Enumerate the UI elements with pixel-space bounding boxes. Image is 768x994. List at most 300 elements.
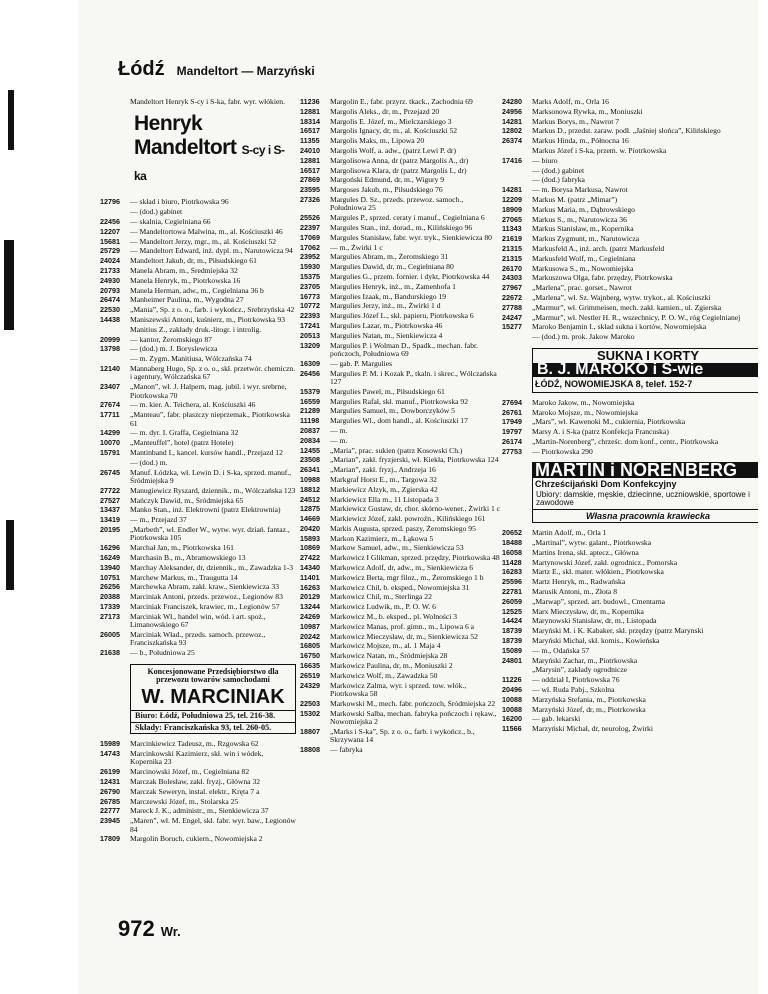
phone-number: 16635 [300,661,320,671]
phone-number: 15681 [100,236,120,246]
phone-number: 11355 [300,136,320,146]
entry-text: „Marlena”, prac. gorset., Nawrot [532,284,632,293]
phone-number: 24010 [300,145,320,155]
entry-text: — (dod.) fabryka [532,176,585,185]
phone-number: 26374 [502,136,522,146]
directory-entry [300,672,500,680]
entry-text: Margulies Abram, m., Żeromskiego 31 [330,253,449,262]
ad-martin-desc: Ubiory: damskie, męskie, dziecinne, uczniowskie, sportowe i zawodowe [536,489,750,508]
directory-entry [502,255,764,263]
directory-entry [502,676,764,684]
directory-entry [300,388,500,396]
entry-text: Margulies G., przem. fornier. i dykt, Piotrkowska 44 [330,272,490,281]
entry-text: Mantinband I., kancel. kursów handl., Przejazd 12 [130,448,283,457]
phone-number: 16517 [300,126,320,136]
phone-number: 24801 [502,655,522,665]
directory-entry [300,544,500,552]
directory-entry [300,476,500,484]
entry-text: — m., Odańska 57 [532,646,590,655]
directory-entry [502,216,764,224]
directory-entry [300,186,500,194]
phone-number: 11198 [300,416,320,426]
phone-number: 26790 [100,786,120,796]
phone-number: 14340 [300,563,320,573]
directory-entry [502,245,764,253]
directory-entry [100,365,296,382]
phone-number: 12796 [100,197,120,207]
directory-entry [300,496,500,504]
entry-text: Markowicz Paulina, dr, m., Moniuszki 2 [330,662,453,671]
directory-entry [502,323,764,331]
directory-entry [300,370,500,387]
entry-text: Maniszewski Antoni, kuśnierz, m., Piotrkowska 93 [130,315,286,324]
phone-number: 21315 [502,243,522,253]
entry-text: — wł. Ruda Pabj., Szkolna [532,685,615,694]
phone-number [100,355,130,363]
directory-entry [502,137,764,145]
entry-text: Marczewski Józef, m., Stolarska 25 [130,797,239,806]
entry-text: Manela Henryk, m., Piotrkowska 16 [130,276,241,285]
entry-text: Marchasin B., m., Abramowskiego 13 [130,553,246,562]
phone-number: 11566 [502,724,522,734]
phone-number: 23945 [100,816,120,826]
phone-number: 20837 [300,425,320,435]
ad-maroko-title: SUKNA I KORTY [596,347,700,363]
ad-marciniak-title: Koncesjonowane Przedsiębiorstwo dla przewozu towarów samochodami [147,666,279,684]
entry-text: — m. Zygm. Manitiusa, Wólczańska 74 [130,355,252,364]
directory-entry [100,326,296,334]
ad-marciniak-warehouse: Składy: Franciszkańska 93, tel. 260-05. [131,722,295,733]
directory-entry [100,316,296,324]
entry-text: Margules Stanisław, fabr. wyr. tryk., Sienkiewicza 80 [330,233,492,242]
phone-number: 10772 [300,301,320,311]
phone-number: 23407 [100,382,120,392]
directory-entry [502,399,764,407]
entry-text: Markus Zygmunt, m., Narutowicza [532,235,640,244]
phone-number: 17949 [502,417,522,427]
entry-text: Markus Borys, m., Nawrot 7 [532,117,620,126]
directory-entry [100,544,296,552]
directory-entry [502,578,764,586]
directory-entry [502,588,764,596]
phone-number: 14281 [502,185,522,195]
phone-number: 18314 [300,116,320,126]
entry-text: — kantor, Żeromskiego 87 [130,335,212,344]
entry-text: Markiewicz Ella m., 11 Listopada 3 [330,495,439,504]
phone-number: 22397 [300,222,320,232]
entry-text: Markiewicz Alzyk, m., Zgierska 42 [330,485,438,494]
directory-entry [502,127,764,135]
ad-marciniak-name: W. MARCINIAK [141,686,285,709]
entry-text: — biuro [532,156,558,165]
directory-entry [100,98,296,106]
directory-entry [300,427,500,435]
entry-text: Maryński M. i K. Kabaker, skł. przędzy (patrz Marynski [532,627,704,636]
phone-number: 22393 [300,311,320,321]
phone-number: 13209 [300,340,320,350]
phone-number: 27527 [100,495,120,505]
phone-number: 10088 [502,694,522,704]
directory-entry [100,449,296,457]
entry-text: Manko Stan., inż. Elektrowni (patrz Elektrownia) [130,506,281,515]
phone-number: 12455 [300,445,320,455]
entry-text: „Manteau”, fabr. płaszczy nieprzemak., Piotrkowska 61 [130,411,290,428]
directory-entry [100,835,296,843]
phone-number: 24247 [502,312,522,322]
entry-text: Margulies Henryk, inż., m., Zamenhofa 1 [330,282,456,291]
phone-number: 10987 [300,621,320,631]
entry-text: — (dod.) m. [130,458,168,467]
phone-number: 26785 [100,796,120,806]
entry-text: Marchewka Abram, zakł. kraw., Sienkiewicza 33 [130,583,280,592]
phone-number: 15989 [100,739,120,749]
phone-number: 27722 [100,485,120,495]
directory-entry [300,322,500,330]
entry-text: Margolis Maks, m., Lipowa 20 [330,137,425,146]
directory-entry [300,147,500,155]
directory-entry [502,598,764,606]
directory-entry [300,127,500,135]
phone-number [502,167,532,175]
entry-text: — b., Południowa 25 [130,649,195,658]
entry-text: Margules D. Sz., przeds. przewoz. samoch., Południowa 25 [330,195,464,213]
entry-text: Margolis Ignacy, dr, m., al. Kościuszki 52 [330,127,458,136]
entry-text: Margulies Rafał, skł. manuf., Piotrkowska 92 [330,397,469,406]
directory-entry [300,244,500,252]
entry-text: Markiewicz Józef, zakł. powroźn., Kilińskiego 161 [330,515,486,524]
directory-entry [300,157,500,165]
entry-text: Markowicz Manas, prof. gimn., m., Lipowa 6 a [330,622,475,631]
phone-number: 22530 [100,305,120,315]
entry-text: Markuszowa Olga, fabr. przędzy, Piotrkowska [532,274,673,283]
phone-number [100,98,130,106]
directory-entry [100,383,296,400]
phone-number: 21315 [502,253,522,263]
phone-number: 14424 [502,616,522,626]
entry-text: Margules Stan., inż. dorad., m., Kilińskiego 96 [330,223,473,232]
directory-entry [502,118,764,126]
entry-text: Margulies P. M. i Kozak P., tkaln. i skrec., Wólczańska 127 [330,369,497,386]
entry-text: Margulies Samuel, m., Dowborczyków 5 [330,407,455,416]
phone-number: 10088 [502,704,522,714]
directory-entry [100,583,296,591]
directory-entry [502,186,764,194]
phone-number: 22781 [502,586,522,596]
header-city: Łódź [118,58,165,80]
directory-entry [502,304,764,312]
directory-entry [300,118,500,126]
page-number: 972 [118,916,155,941]
phone-number: 20388 [100,592,120,602]
directory-entry [300,263,500,271]
phone-number: 17711 [100,410,120,420]
directory-entry [300,505,500,513]
phone-number: 11428 [502,557,522,567]
entry-text: Margulies Natan, m., Sienkiewicza 4 [330,331,443,340]
entry-text: „Manteuffel”, hotel (patrz Hotele) [130,439,234,448]
phone-number: 20420 [300,523,320,533]
ad-maroko [532,348,764,393]
phone-number: 27422 [300,553,320,563]
directory-entry [502,686,764,694]
directory-entry [100,411,296,428]
phone-number: 12881 [300,106,320,116]
directory-entry [300,234,500,242]
directory-entry [100,516,296,524]
ad-maroko-name: B. J. MAROKO i S-wie [533,363,763,377]
entry-text: — oddział I, Piotrkowska 76 [532,676,620,685]
phone-number: 15302 [300,708,320,718]
entry-text: „Martin-Norenberg”, chrześc. dom konf., centr., Piotrkowska [532,437,719,446]
ad-martin-name: MARTIN i NORENBERG [533,463,763,477]
directory-entry [502,438,764,446]
directory-entry [100,807,296,815]
column-2 [300,98,500,756]
directory-entry [300,486,500,494]
directory-entry [300,642,500,650]
directory-entry [100,198,296,206]
directory-entry [502,409,764,417]
column-1 [100,98,296,845]
entry-text: Martynowski Józef, zakł. ogrodnicz., Pomorska [532,558,678,567]
phone-number: 15791 [100,447,120,457]
directory-entry [300,574,500,582]
entry-text: „Marmur”, wł. Nestler H. R., wszechnicy, P. O. W., róg Cegielnianej [532,313,741,322]
entry-text: Marynowski Stanisław, dr, m., Listopada [532,617,657,626]
directory-entry [502,167,764,175]
directory-entry [502,147,764,155]
phone-number: 15930 [300,262,320,272]
directory-entry [300,253,500,261]
entry-text: Margulies Dawid, dr, m., Cegielniana 80 [330,263,454,272]
directory-entry [100,401,296,409]
phone-number: 26256 [100,582,120,592]
phone-number: 15277 [502,322,522,332]
directory-entry [300,214,500,222]
phone-number: 20195 [100,524,120,534]
phone-number: 13419 [100,515,120,525]
entry-text: Marciniak Antoni, przeds. przewoz., Legionów 83 [130,593,283,602]
phone-number: 14281 [502,116,522,126]
directory-entry [300,447,500,455]
entry-text: Markowski M., mech. fabr. pończoch, Śródmiejska 22 [330,699,496,708]
phone-number: 22503 [300,698,320,708]
phone-number: 16750 [300,651,320,661]
entry-text: Margulies Wl., dom handl., al. Kościuszki 17 [330,417,468,426]
directory-entry [100,439,296,447]
directory-entry [300,437,500,445]
entry-text: — fabryka [330,746,363,755]
directory-entry [100,631,296,648]
phone-number: 18488 [502,537,522,547]
entry-text: Marx Mieczysław, dr, m., Kopernika [532,607,644,616]
entry-text: Markowicz M., b. eksped., pl. Wolności 3 [330,613,458,622]
phone-number: 18807 [300,726,320,736]
phone-number: 12881 [300,155,320,165]
directory-entry [502,539,764,547]
phone-number: 17069 [300,232,320,242]
directory-entry [300,273,500,281]
phone-number: 24329 [300,680,320,690]
phone-number: 27173 [100,611,120,621]
directory-entry [502,725,764,733]
directory-entry [100,649,296,657]
entry-text: Maroko Mojsze, m., Nowomiejska [532,408,638,417]
phone-number: 23952 [300,252,320,262]
directory-entry [502,706,764,714]
entry-text: — m. [330,436,348,445]
entry-text: Markus Hinda, m., Północna 16 [532,137,629,146]
entry-text: Manugiewicz Ryszard, dziennik., m., Wólczańska 123 [130,486,296,495]
phone-number: 16309 [300,358,320,368]
entry-text: Mańczyk Dawid, m., Śródmiejska 65 [130,496,244,505]
directory-entry [300,342,500,359]
entry-text: „Mania”, Sp. z o. o., farb. i wykończ., Srebrzyńska 42 [130,306,295,315]
directory-entry [100,459,296,467]
directory-entry [100,487,296,495]
entry-text: Markon Kazimierz, m., Łąkowa 5 [330,534,434,543]
entry-text: — Piotrkowska 290 [532,447,593,456]
directory-entry [100,788,296,796]
phone-number [100,459,130,467]
phone-number: 16773 [300,291,320,301]
phone-number: 16517 [300,165,320,175]
phone-number: 12140 [100,363,120,373]
phone-number: 16249 [100,552,120,562]
phone-number: 12802 [502,126,522,136]
directory-entry [502,559,764,567]
phone-number: 20999 [100,334,120,344]
directory-entry [100,740,296,748]
column-3 [502,98,764,735]
phone-number [502,147,532,155]
phone-number: 26761 [502,407,522,417]
directory-entry [502,696,764,704]
directory-entry [300,293,500,301]
phone-number: 10751 [100,572,120,582]
phone-number: 13244 [300,602,320,612]
entry-text: „Marlena”, wł. Sz. Wajnberg, wytw. trykot., al. Kościuszki [532,293,711,302]
directory-entry [502,428,764,436]
entry-text: Markus D., przedst. zaraw. podł. „Jaśniej słońca”, Kilińskiego [532,127,721,136]
entry-text: „Marmur”, wł. Grimmeisen, mech. zakł. kamien., ul. Zgierska [532,303,722,312]
directory-entry [502,284,764,292]
phone-number: 24269 [300,612,320,622]
phone-number: 16559 [300,396,320,406]
phone-number [100,208,130,216]
ad-martin-workshop: Własna pracownia krawiecka [533,509,763,522]
directory-entry [100,469,296,486]
entry-text: Margulies P. i Wolman D., Spadk., mechan. fabr. pończoch, Południowa 69 [330,341,479,358]
ad-maroko-address: ŁÓDŹ, NOWOMIEJSKA 8, telef. 152-7 [535,379,693,390]
entry-text: — gab. lekarski [532,715,581,724]
directory-entry [300,302,500,310]
entry-text: Marusik Antoni, m., Złota 8 [532,587,618,596]
entry-text: „Marysin”, zakłady ogrodnicze [532,666,628,675]
phone-number: 22456 [100,217,120,226]
directory-entry [100,574,296,582]
directory-entry [300,700,500,708]
phone-number: 11401 [300,572,320,582]
entry-text: Marcinkowski Kazimierz, skł. win i wódek, Kopernika 23 [130,749,264,767]
phone-number: 27869 [300,175,320,185]
entry-text: Marchew Markus, m., Traugutta 14 [130,573,238,582]
entry-text: Martz E., skł. mater. włókien., Piotrkowska [532,568,664,577]
directory-entry [100,798,296,806]
phone-number: 27065 [502,214,522,224]
entry-text: Manheimer Paulina, m., Wygodna 27 [130,296,244,305]
directory-entry [100,554,296,562]
entry-text: — (dod.) gabinet [130,208,183,217]
directory-entry [300,137,500,145]
phone-number [502,176,532,184]
phone-number: 21733 [100,265,120,275]
phone-number: 27753 [502,446,522,456]
entry-text: Markusfeld A., inż. arch. (patrz Markusfeld [532,244,665,253]
entry-text: — m. Borysa Markusa, Nawrot [532,186,628,195]
phone-number: 17339 [100,601,120,611]
entry-text: Marzyński Józef, dr, m., Piotrkowska [532,705,646,714]
entry-text: Markus S., m., Narutowicza 36 [532,215,627,224]
phone-number: 20129 [300,592,320,602]
entry-text: Mareck J. K., administr., m., Sienkiewicza 37 [130,807,269,816]
entry-text: „Maria”, prac. sukien (patrz Kosowski Ch.) [330,446,463,455]
phone-number: 26059 [502,596,522,606]
directory-entry [100,778,296,786]
directory-entry [300,196,500,213]
entry-text: Marcinowski Józef, m., Cegielniana 82 [130,768,250,777]
phone-number: 19797 [502,427,522,437]
phone-number: 24024 [100,256,120,266]
directory-entry [300,515,500,523]
ad-marciniak-office: Biuro: Łódź, Południowa 25, tel. 216-38. [131,710,295,721]
entry-text: Marczak Bolesław, zakł. fryzj., Główna 32 [130,777,261,786]
entry-text: Markowicz Zalma, wyr. i sprzed. tow. włók., Piotrkowska 58 [330,681,467,699]
phone-number: 12209 [502,194,522,204]
directory-entry [300,167,500,175]
entry-text: Marchał Jan, m., Piotrkowska 161 [130,544,234,553]
phone-number [100,326,130,334]
entry-text: Markowicz Mojsze, m., al. 1 Maja 4 [330,642,441,651]
phone-number: 22777 [100,806,120,816]
scan-mark [6,520,14,590]
entry-text: — skalnia, Cegielniana 66 [130,218,211,226]
phone-number: 16263 [300,582,320,592]
entry-text: Markowicz Wolf, m., Zawadzka 50 [330,671,438,680]
phone-number: 24956 [502,106,522,116]
phone-number: 20242 [300,631,320,641]
entry-text: Manuf. Łódzka, wł. Lewin D. i S-ka, sprzed. manuf., Śródmiejska 9 [130,468,292,485]
phone-number: 20793 [100,285,120,295]
phone-number: 16283 [502,567,522,577]
entry-text: Markowicz Chil, m., Sterlinga 22 [330,593,432,602]
entry-text: — Mandeltort Edward, inż. dypl. m., Narutowicza 94 [130,247,293,256]
ad-mandeltort-suffix: S-cy i S-ka [134,143,285,184]
phone-number: 26005 [100,629,120,639]
directory-entry [300,603,500,611]
directory-entry [300,360,500,368]
entry-text: — (dod.) m. J. Boryslewicza [130,345,218,354]
entry-text: Marchay Aleksander, dr, dziennik., m., Zawadzka 1-3 [130,563,294,572]
entry-text: Mandeltort Jakub, dr, m., Piłsudskiego 61 [130,257,257,266]
phone-number: 16200 [502,714,522,724]
entry-text: Margolisowa Anna, dr (patrz Margolis A., dr) [330,156,469,165]
entry-text: Maryński Michał, skł. komis., Kowieńska [532,636,660,645]
footer-abbr: Wr. [160,924,181,939]
entry-text: Marzyńska Stefania, m., Piotrkowska [532,695,646,704]
entry-text: Markowicz Mieczysław, dr, m., Sienkiewicza 52 [330,632,478,641]
entry-text: „Marwap”, sprzed. art. budowl., Cmentarna [532,597,666,606]
